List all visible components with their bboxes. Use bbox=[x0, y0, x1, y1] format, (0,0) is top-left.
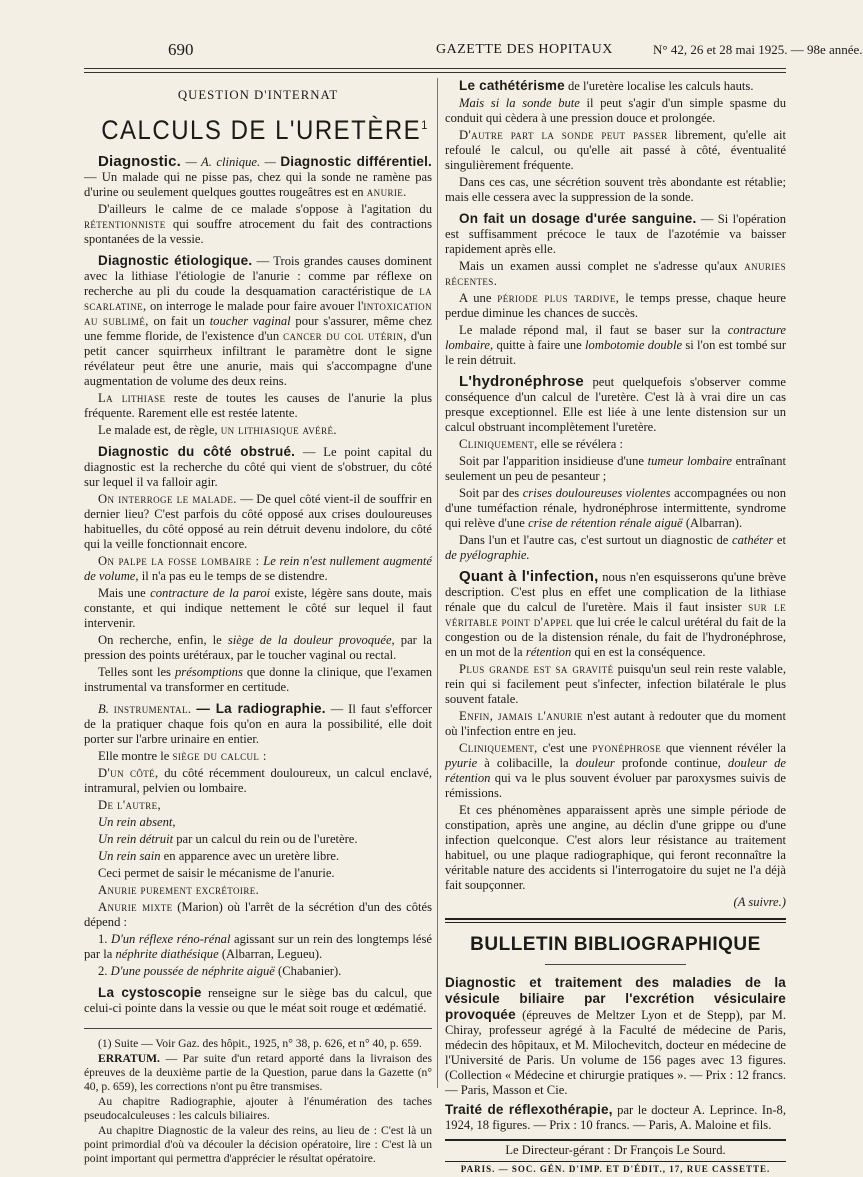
left-column bbox=[84, 78, 432, 1167]
header-rule-2 bbox=[84, 72, 786, 73]
list-number: 1. bbox=[98, 932, 108, 946]
text-sc: période plus tardive, bbox=[497, 291, 620, 305]
text-italic: contracture de la paroi bbox=[150, 586, 271, 600]
text-italic: toucher vaginal bbox=[209, 314, 291, 328]
paragraph bbox=[445, 533, 786, 563]
text-sc: un lithiasique avéré. bbox=[220, 423, 337, 437]
text: — Si l'opération est suffisamment précoce le taux de l'azotémie va baisser rapidement après elle. bbox=[445, 212, 786, 256]
text-sc: Anurie purement excrétoire. bbox=[98, 883, 260, 897]
text-italic: rétention bbox=[525, 645, 572, 659]
text: pour s'assurer, même chez une femme floride, de l'existence d'un bbox=[84, 314, 432, 343]
paragraph bbox=[445, 128, 786, 173]
text: que lui crée le calcul urétéral du fait de la congestion ou de la distension rénale, du fait de l'hydronéphrose, en un mot de la bbox=[445, 615, 786, 659]
paragraph bbox=[84, 766, 432, 796]
text-sc: anurie. bbox=[366, 185, 407, 199]
text: Soit par l'apparition insidieuse d'une bbox=[459, 454, 644, 468]
text-italic: Un rein détruit bbox=[98, 832, 174, 846]
text-italic: D'un réflexe réno-rénal bbox=[110, 932, 231, 946]
paragraph bbox=[84, 633, 432, 663]
text: qui en est la conséquence. bbox=[574, 645, 706, 659]
header-rule bbox=[84, 68, 786, 69]
text: accompagnées ou non d'une tuméfaction rénale, hydronéphrose intermittente, syndrome qui relève d'une bbox=[445, 486, 786, 530]
text-italic: douleur bbox=[575, 756, 615, 770]
erratum-3: Au chapitre Diagnostic de la valeur des reins, au lieu de : C'est là un point primordial d'où va découler la décision opératoire, lire : C'est là un point important qui permettra d'apprécier le résultat opératoire. bbox=[84, 1124, 432, 1165]
text-sc: Cliniquement, bbox=[459, 437, 538, 451]
text-italic: Un rein absent, bbox=[98, 815, 176, 829]
text: entraînant seulement un peu de pesanteur ; bbox=[445, 454, 786, 483]
footnote-rule bbox=[84, 1028, 432, 1029]
text: — Le point capital du diagnostic est la recherche du côté qui vient de s'obstruer, du côté sur lequel il va falloir agir. bbox=[84, 445, 432, 489]
bib-entry bbox=[445, 1102, 786, 1133]
text: et bbox=[776, 533, 786, 547]
text-italic: crise de rétention rénale aiguë bbox=[528, 516, 683, 530]
erratum-2: Au chapitre Radiographie, ajouter à l'énumération des taches pseudocalculeuses : les calculs biliaires. bbox=[84, 1095, 432, 1122]
text-italic: de pyélographie. bbox=[445, 548, 530, 562]
footnotes bbox=[84, 1037, 432, 1166]
bib-entry-title: Diagnostic et traitement des maladies de la vésicule biliaire par l'excrétion vésiculaire provoquée bbox=[445, 975, 786, 1022]
journal-title: GAZETTE DES HOPITAUX bbox=[436, 42, 613, 57]
text: que viennent révéler la bbox=[665, 741, 786, 755]
heading-etiology: Diagnostic étiologique. bbox=[98, 253, 253, 268]
paragraph bbox=[445, 662, 786, 707]
text: qui souffre atrocement du fait des contractions spontanées de la vessie. bbox=[84, 217, 432, 246]
instrumental-paragraph bbox=[84, 701, 432, 747]
text: existe, légère sans doute, mais constante, et qui indique nettement le côté sur lequel il faut intervenir. bbox=[84, 586, 432, 630]
heading-diagnostic: Diagnostic. bbox=[98, 153, 182, 170]
list-number: 2. bbox=[98, 964, 108, 978]
footer-rule bbox=[445, 1139, 786, 1141]
cystoscopy-paragraph bbox=[84, 985, 432, 1016]
text-italic: contracture lombaire, bbox=[445, 323, 786, 352]
text: — Un malade qui ne pisse pas, chez qui la sonde ne ramène pas d'urine ou seulement quelques gouttes rougeâtres est en bbox=[84, 170, 432, 199]
text: (épreuves de Meltzer Lyon et de Stepp), par M. Chiray, professeur agrégé à la Faculté de médecine de Paris, médecin des hôpitaux, et M. Milochevitch, docteur en médecine de l'Université de Paris. Un volume de 156 pages avec 13 figures. (Collection « Médecine et chirurgie pratiques ». — Prix : 12 francs. — Paris, Masson et Cie. bbox=[445, 1008, 787, 1097]
catheterism-paragraph bbox=[445, 78, 786, 94]
text: Dans l'un et l'autre cas, c'est surtout un diagnostic de bbox=[459, 533, 729, 547]
text-italic: Mais si la sonde bute bbox=[459, 96, 580, 110]
text: on fait un bbox=[153, 314, 205, 328]
text-sc: instrumental. bbox=[113, 702, 192, 716]
paragraph bbox=[84, 554, 432, 584]
text-italic: présomptions bbox=[175, 665, 243, 679]
paragraph bbox=[84, 423, 432, 438]
text-italic: crises douloureuses violentes bbox=[522, 486, 671, 500]
bulletin-title: BULLETIN BIBLIOGRAPHIQUE bbox=[470, 934, 761, 955]
text: Le malade répond mal, il faut se baser sur la bbox=[459, 323, 721, 337]
text: en apparence avec un uretère libre. bbox=[163, 849, 340, 863]
column-divider bbox=[437, 78, 438, 1088]
paragraph bbox=[445, 709, 786, 739]
text: de l'uretère localise les calculs hauts. bbox=[567, 79, 754, 93]
paragraph bbox=[84, 749, 432, 764]
text: d'un petit cancer squirrheux infiltrant le paramètre dont le signe révélateur peut être une anurie, mais qui s'accompagne d'une augmentation de volume des deux reins. bbox=[84, 329, 432, 388]
hydronephrosis-paragraph bbox=[445, 374, 786, 435]
footnote-marker: 1 bbox=[421, 119, 429, 133]
text: Soit par des bbox=[459, 486, 520, 500]
list-item bbox=[84, 964, 432, 979]
text-italic: douleur de rétention bbox=[445, 756, 787, 785]
text: si l'on est tombé sur le rein détruit. bbox=[445, 338, 787, 367]
text-italic: lombotomie double bbox=[585, 338, 683, 352]
text: — Trois grandes causes dominent avec la lithiase l'étiologie de l'anurie : comme par réflexe on recherche au pli du coude la desquamation caractéristique de bbox=[84, 254, 432, 298]
text-sc: On interroge le malade. bbox=[98, 492, 237, 506]
text: A une bbox=[459, 291, 492, 305]
text: peut quelquefois s'observer comme conséquence d'un calcul de l'uretère. C'est là à vrai dire un cas presque exceptionnel. Elle est liée à une lente distension sur un calcul obstruant incomplètement l'uretère. bbox=[445, 375, 786, 434]
text: par la pression des points urétéraux, par le toucher vaginal ou rectal. bbox=[84, 633, 432, 662]
text: nous n'en esquisserons qu'une brève description. C'est plus en effet une complication de la lithiase rénale que du calcul de l'uretère. Mais il faut insister bbox=[445, 570, 786, 614]
text-italic: tumeur lombaire bbox=[647, 454, 732, 468]
director-line: Le Directeur-gérant : Dr François Le Sourd. bbox=[505, 1143, 726, 1157]
text: on interroge le malade pour faire avouer l' bbox=[149, 299, 364, 313]
text: Telles sont les bbox=[98, 665, 171, 679]
text: qui va le plus souvent évoluer par paroxysmes suivis de rémissions. bbox=[445, 771, 787, 800]
text: n'est autant à redouter que du moment où l'infection entre en jeu. bbox=[445, 709, 786, 738]
text: (Marion) où l'arrêt de la sécrétion d'un des côtés dépend : bbox=[84, 900, 432, 929]
diagnostic-paragraph bbox=[84, 154, 432, 200]
heading-infection: Quant à l'infection, bbox=[459, 568, 599, 585]
text-sc: pyonéphrose bbox=[592, 741, 662, 755]
columns bbox=[84, 78, 787, 1174]
text-italic: pyurie bbox=[445, 756, 478, 770]
heading-side: Diagnostic du côté obstrué. bbox=[98, 444, 296, 459]
text: à colibacille, la bbox=[484, 756, 569, 770]
to-be-continued: (A suivre.) bbox=[733, 895, 786, 909]
text: il peut s'agir d'un simple spasme du conduit qui cèdera à une pression douce et prolongée. bbox=[445, 96, 786, 125]
paragraph bbox=[445, 323, 786, 368]
text: (Chabanier). bbox=[278, 964, 342, 978]
text-italic: B. bbox=[98, 702, 109, 716]
heading-catheterism: Le cathétérisme bbox=[459, 78, 565, 93]
page-number: 690 bbox=[168, 40, 194, 59]
text: puisqu'un seul rein reste valable, rein qui si facilement peut s'infecter, infection bilatérale le plus souvent fatale. bbox=[445, 662, 786, 706]
text-sc: Cliniquement, bbox=[459, 741, 538, 755]
text: du côté récemment douloureux, un calcul enclavé, intramural, pelvien ou lombaire. bbox=[84, 766, 432, 795]
paragraph bbox=[84, 798, 432, 813]
text: — Par suite d'un retard apporté dans la livraison des épreuves de la deuxième partie de la Question, parue dans la Gazette (n° 40, p. 659), les corrections n'ont pu être transmises. bbox=[84, 1052, 432, 1093]
text: le temps presse, chaque heure perdue diminue les chances de succès. bbox=[445, 291, 786, 320]
etiology-paragraph bbox=[84, 253, 432, 389]
text: par le docteur A. Leprince. In-8, 1924, 18 figures. — Prix : 10 francs. — Paris, A. Maloine et fils. bbox=[445, 1103, 787, 1132]
paragraph bbox=[445, 96, 786, 126]
section-label: QUESTION D'INTERNAT bbox=[177, 88, 339, 102]
paragraph bbox=[84, 586, 432, 631]
heading-radiography: — La radiographie. bbox=[196, 701, 326, 716]
text: Dans ces cas, une sécrétion souvent très abondante est rétablie; mais elle cessera avec la suppression de la sonde. bbox=[445, 175, 786, 204]
bib-entry-title: Traité de réflexothérapie, bbox=[445, 1102, 613, 1117]
text: — Il faut s'efforcer de la pratiquer chaque fois qu'on en aura la possibilité, elle doit porter sur l'arbre urinaire en entier. bbox=[84, 702, 433, 746]
text: par un calcul du rein ou de l'uretère. bbox=[176, 832, 358, 846]
infection-paragraph bbox=[445, 569, 786, 660]
text-sc: On palpe la fosse lombaire : bbox=[98, 554, 260, 568]
title-text: CALCULS DE L'URETÈRE bbox=[101, 115, 422, 146]
text: il n'a pas eu le temps de se distendre. bbox=[141, 569, 328, 583]
issue-date: N° 42, 26 et 28 mai 1925. — 98e année. bbox=[653, 42, 863, 57]
footnote: (1) Suite — Voir Gaz. des hôpit., 1925, n° 38, p. 626, et n° 40, p. 659. bbox=[98, 1037, 422, 1050]
text-sc: Plus grande est sa gravité bbox=[459, 662, 614, 676]
erratum bbox=[84, 1052, 432, 1094]
text: reste de toutes les causes de l'anurie la plus fréquente. Rarement elle est restée latente. bbox=[84, 391, 432, 420]
text-italic: cathéter bbox=[731, 533, 774, 547]
text-italic: D'une poussée de néphrite aiguë bbox=[110, 964, 275, 978]
text: librement, qu'elle ait refoulé le calcul, ou qu'elle ait passé à côté, éventualité singulièrement fréquente. bbox=[445, 128, 786, 172]
text-sc: De l'autre, bbox=[98, 798, 162, 812]
printer-line: PARIS. — SOC. GÉN. D'IMP. ET D'ÉDIT., 17, RUE CASSETTE. bbox=[460, 1164, 771, 1174]
paragraph bbox=[445, 291, 786, 321]
text: Mais un examen aussi complet ne s'adresse qu'aux bbox=[459, 259, 738, 273]
text-sc: Anurie mixte bbox=[98, 900, 173, 914]
text-sc: la scarlatine, bbox=[84, 284, 432, 313]
page-header bbox=[84, 0, 863, 62]
text: Elle montre le bbox=[98, 749, 170, 763]
short-rule bbox=[545, 964, 686, 965]
heading-diff: Diagnostic différentiel. bbox=[280, 154, 433, 169]
paragraph bbox=[84, 492, 432, 552]
paragraph bbox=[84, 849, 432, 864]
heading-urea: On fait un dosage d'urée sanguine. bbox=[459, 211, 697, 226]
text: profonde continue, bbox=[621, 756, 721, 770]
paragraph bbox=[445, 437, 786, 452]
text-sc: La lithiase bbox=[98, 391, 166, 405]
text-italic: Un rein sain bbox=[98, 849, 161, 863]
text: — De quel côté vient-il de souffrir en dernier lieu? C'est parfois du côté opposé aux crises douloureuses habituelles, du côté opposé au rein détruit devenu indolore, du côté qui la veille fonctionnait encore. bbox=[84, 492, 432, 551]
text: Et ces phénomènes apparaissent après une simple période de constipation, après une angine, au déclin d'une grippe ou d'une infection quelconque. C'est alors leur résistance au traitement habituel, ou une plaque radiographique, qui feront reconnaître la véritable nature des accidents si l'interrogatoire du sujet ne l'a déjà fait soupçonner. bbox=[445, 803, 786, 892]
text-sc: siège du calcul : bbox=[172, 749, 267, 763]
text-sc: rétentionniste bbox=[84, 217, 166, 231]
paragraph bbox=[84, 883, 432, 898]
text: elle se révélera : bbox=[540, 437, 624, 451]
section-rule-2 bbox=[445, 922, 786, 923]
text: Ceci permet de saisir le mécanisme de l'anurie. bbox=[98, 866, 335, 880]
text-sc: D'un côté, bbox=[98, 766, 159, 780]
text-sc: anuries récentes. bbox=[445, 259, 786, 288]
text-sc: cancer du col utérin, bbox=[283, 329, 407, 343]
text-sc: Enfin, jamais l'anurie bbox=[459, 709, 583, 723]
text-sc: intoxication au sublimé, bbox=[84, 299, 432, 328]
text: D'ailleurs le calme de ce malade s'oppose à l'agitation du bbox=[98, 202, 432, 216]
text-italic: siège de la douleur provoquée, bbox=[227, 633, 395, 647]
text: (Albarran, Legueu). bbox=[221, 947, 323, 961]
paragraph bbox=[445, 259, 786, 289]
text: Le malade est, de règle, bbox=[98, 423, 218, 437]
bib-entry bbox=[445, 975, 786, 1098]
right-column bbox=[445, 78, 786, 1177]
text: que donne la clinique, que l'examen instrumental va transformer en certitude. bbox=[84, 665, 432, 694]
paragraph bbox=[84, 665, 432, 695]
urea-paragraph bbox=[445, 211, 786, 257]
side-paragraph bbox=[84, 444, 432, 490]
erratum-head: ERRATUM. bbox=[98, 1052, 160, 1065]
article-title bbox=[84, 115, 432, 146]
paragraph bbox=[445, 486, 786, 531]
paragraph bbox=[84, 815, 432, 830]
heading-cystoscopy: La cystoscopie bbox=[98, 985, 202, 1000]
paragraph bbox=[445, 454, 786, 484]
paragraph bbox=[84, 391, 432, 421]
paragraph bbox=[445, 803, 786, 893]
paragraph bbox=[84, 202, 432, 247]
heading-hydronephrosis: L'hydronéphrose bbox=[459, 373, 584, 390]
text: c'est une bbox=[542, 741, 588, 755]
paragraph bbox=[84, 866, 432, 881]
paragraph bbox=[445, 175, 786, 205]
text: quitte à faire une bbox=[496, 338, 582, 352]
subhead: — A. clinique. — bbox=[185, 155, 276, 169]
paragraph bbox=[84, 900, 432, 930]
text-italic: néphrite diathésique bbox=[115, 947, 219, 961]
text: renseigne sur le siège bas du calcul, que celui-ci pointe dans la vessie ou que le méat soit rouge et œdématié. bbox=[84, 986, 432, 1015]
text-italic: Le rein n'est nullement augmenté de volume, bbox=[84, 554, 432, 583]
text: agissant sur un rein des longtemps lésé par la bbox=[84, 932, 432, 961]
text-sc: D'autre part la sonde peut passer bbox=[459, 128, 668, 142]
text: (Albarran). bbox=[685, 516, 743, 530]
text: Mais une bbox=[98, 586, 146, 600]
list-item bbox=[84, 932, 432, 962]
paragraph bbox=[445, 741, 786, 801]
text-sc: sur le véritable point d'appel bbox=[445, 600, 786, 629]
text: On recherche, enfin, le bbox=[98, 633, 222, 647]
section-rule bbox=[445, 918, 786, 920]
paragraph bbox=[84, 832, 432, 847]
